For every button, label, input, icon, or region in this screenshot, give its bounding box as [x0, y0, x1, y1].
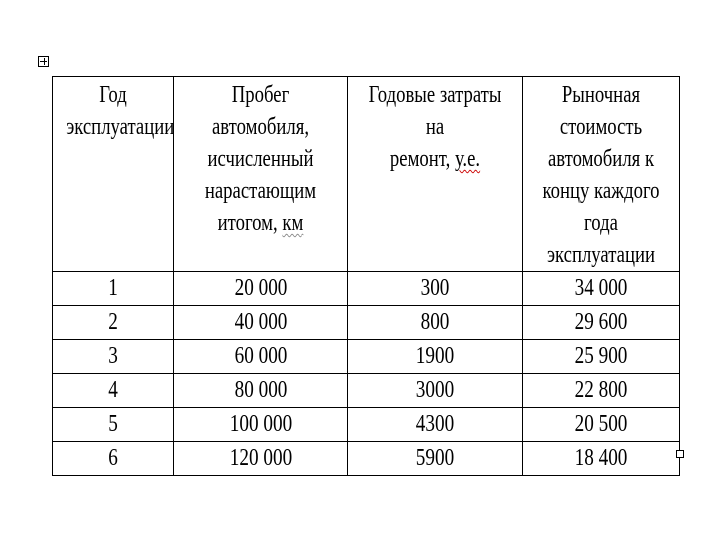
repair-cost-cell — [348, 374, 523, 408]
header-mileage-text: Пробег автомобиля, исчисленный нарастающим итогом, км — [204, 82, 317, 236]
year-cell-text: 1 — [108, 275, 118, 301]
header-year-text: Год эксплуатации — [66, 82, 175, 140]
mileage-cell-text: 100 000 — [229, 411, 292, 437]
table-move-handle[interactable] — [38, 56, 49, 67]
header-market-value — [523, 77, 680, 272]
table-row — [53, 408, 680, 442]
repair-cost-cell-text: 3000 — [415, 377, 455, 403]
market-value-cell-text: 20 500 — [574, 411, 628, 437]
market-value-cell-text: 34 000 — [574, 275, 628, 301]
mileage-cell — [174, 374, 348, 408]
repair-cost-cell — [348, 272, 523, 306]
header-mileage — [174, 77, 348, 272]
market-value-cell — [523, 408, 680, 442]
year-cell — [53, 442, 174, 476]
market-value-cell — [523, 272, 680, 306]
mileage-cell-text: 60 000 — [234, 343, 287, 369]
mileage-cell-text: 40 000 — [234, 309, 287, 335]
repair-cost-cell-text: 4300 — [415, 411, 455, 437]
mileage-cell — [174, 442, 348, 476]
repair-cost-cell — [348, 442, 523, 476]
mileage-cell — [174, 340, 348, 374]
repair-cost-cell — [348, 306, 523, 340]
year-cell — [53, 374, 174, 408]
market-value-cell-text: 18 400 — [574, 445, 628, 471]
header-row — [53, 77, 680, 272]
repair-cost-cell-text: 300 — [420, 275, 450, 301]
table-row — [53, 340, 680, 374]
mileage-cell-text: 120 000 — [229, 445, 292, 471]
repair-cost-cell-text: 1900 — [415, 343, 455, 369]
table-row — [53, 442, 680, 476]
market-value-cell — [523, 340, 680, 374]
year-cell-text: 3 — [108, 343, 118, 369]
year-cell-text: 4 — [108, 377, 118, 403]
repair-cost-cell — [348, 408, 523, 442]
header-repair-cost-text: Годовые затраты на ремонт, у.е. — [368, 82, 502, 172]
table-resize-handle[interactable] — [676, 450, 684, 458]
market-value-cell-text: 22 800 — [574, 377, 628, 403]
mileage-cell — [174, 272, 348, 306]
mileage-cell-text: 20 000 — [234, 275, 287, 301]
year-cell — [53, 272, 174, 306]
header-year — [53, 77, 174, 272]
year-cell — [53, 408, 174, 442]
data-table — [52, 76, 680, 476]
market-value-cell-text: 25 900 — [574, 343, 628, 369]
year-cell-text: 5 — [108, 411, 118, 437]
table-row — [53, 306, 680, 340]
header-repair-cost — [348, 77, 523, 272]
table-row — [53, 272, 680, 306]
market-value-cell-text: 29 600 — [574, 309, 628, 335]
header-market-value-text: Рыночная стоимость автомобиля к концу каждого года эксплуатации — [542, 82, 660, 268]
mileage-cell — [174, 306, 348, 340]
market-value-cell — [523, 374, 680, 408]
header-mileage-unit: км — [282, 210, 304, 236]
market-value-cell — [523, 442, 680, 476]
mileage-cell-text: 80 000 — [234, 377, 287, 403]
header-repair-cost-unit: у.е. — [454, 146, 481, 172]
market-value-cell — [523, 306, 680, 340]
year-cell-text: 2 — [108, 309, 118, 335]
year-cell-text: 6 — [108, 445, 118, 471]
repair-cost-cell-text: 800 — [420, 309, 450, 335]
repair-cost-cell-text: 5900 — [415, 445, 455, 471]
year-cell — [53, 306, 174, 340]
table-row — [53, 374, 680, 408]
year-cell — [53, 340, 174, 374]
repair-cost-cell — [348, 340, 523, 374]
mileage-cell — [174, 408, 348, 442]
